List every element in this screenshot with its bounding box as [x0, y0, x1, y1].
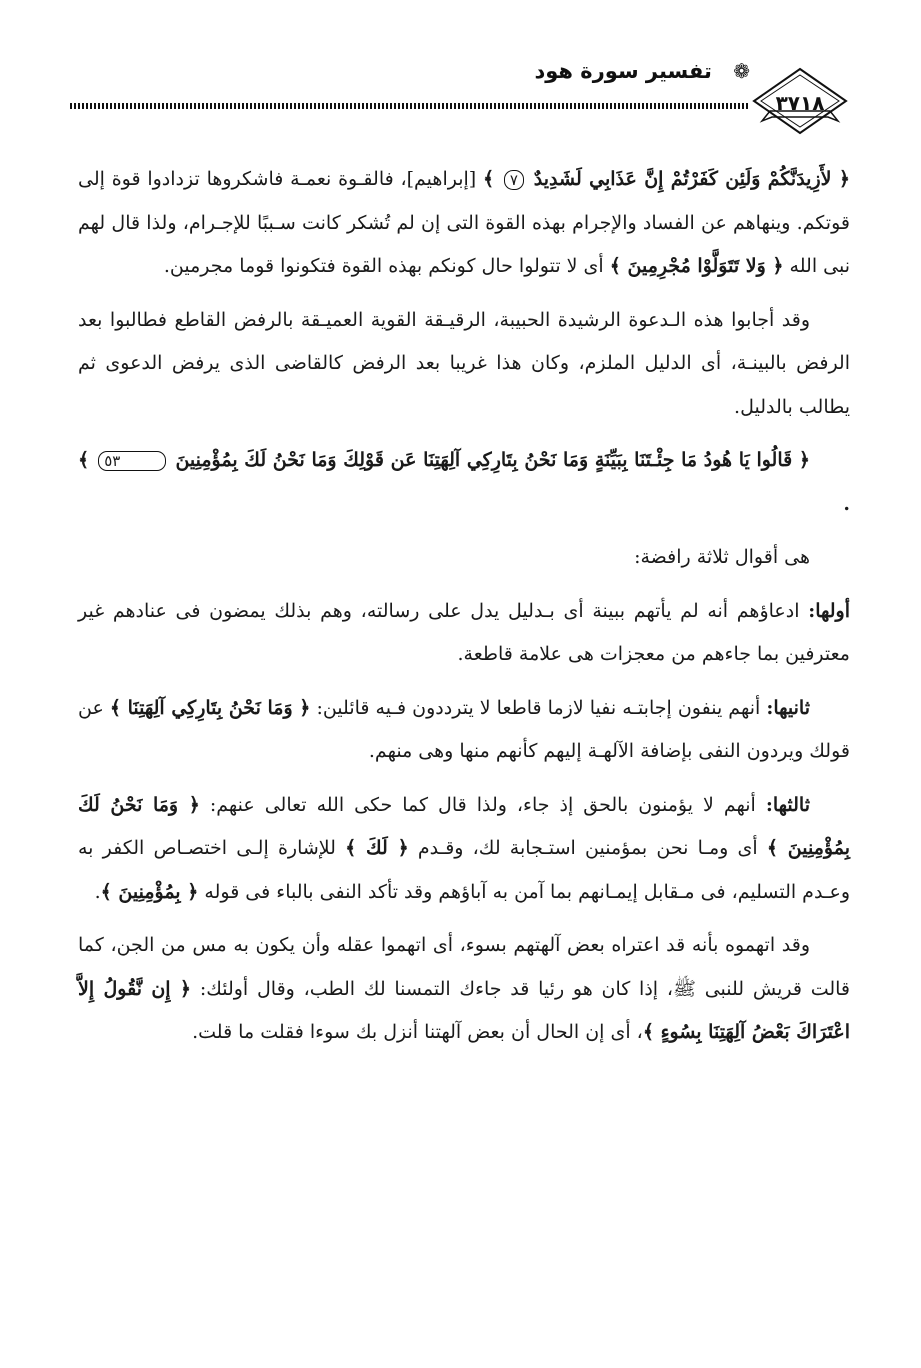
page-number: ٣٧١٨ — [775, 91, 825, 115]
item-label: أولها: — [808, 599, 850, 622]
running-title — [534, 59, 750, 83]
paragraph-3 — [78, 439, 850, 526]
quran-verse: ﴿ إِن نَّقُولُ إِلاَّ اعْتَرَاكَ بَعْضُ آلِهَتِنَا بِسُوءٍ ﴾ — [78, 977, 850, 1043]
quran-verse: ﴿ وَلا تَتَوَلَّوْا مُجْرِمِينَ ﴾ — [609, 255, 784, 277]
quran-verse: ﴿ لَكَ ﴾ — [345, 837, 409, 859]
ayah-number: ٥٣ — [98, 451, 166, 471]
paragraph-1 — [78, 158, 850, 289]
ayah-number: ٧ — [504, 170, 524, 190]
paragraph-2: وقد أجابوا هذه الـدعوة الرشيدة الحبيبة، الرقيـقة القوية العميـقة بالرفض القاطع فطالبوا بعد الرفض بالبينـة، أى الدليل الملزم، وكان هذا غريبا بعد الرفض كالقاضى الذى يرفض الدعوى ثم يطالب بالدليل. — [78, 308, 850, 418]
page-body — [78, 158, 850, 1065]
quran-verse: ﴿ وَمَا نَحْنُ لَكَ بِمُؤْمِنِينَ ﴾ — [78, 793, 850, 859]
paragraph-8 — [78, 924, 850, 1055]
paragraph-text: أنهم لا يؤمنون بالحق إذ جاء، ولذا قال كما حكى الله تعالى عنهم: — [199, 793, 766, 816]
paragraph-6 — [78, 687, 850, 774]
quran-verse: ﴿ بِمُؤْمِنِينَ ﴾ — [100, 880, 199, 903]
quran-bracket-close: ﴾ . — [78, 449, 850, 515]
paragraph-text: . — [94, 880, 101, 903]
page-number-badge — [750, 67, 850, 135]
item-label: ثانيها: — [766, 696, 810, 719]
header-rule — [70, 103, 750, 109]
paragraph-text: وقد اتهموه بأنه قد اعتراه بعض آلهتهم بسوء، أى اتهموا عقله وأن يكون به مس من الجن، كما قالت قريش للنبى ﷺ، إذا كان هو رئيا قد جاءك التمسنا لك الطب، وقال أولئك: — [78, 934, 851, 1000]
item-label: ثالثها: — [765, 793, 810, 816]
paragraph-text: [إبراهيم]، فالقـوة نعمـة فاشكروها تزدادوا قوة إلى قوتكم. وينهاهم عن الفساد والإجرام بهذه القوة التى إن لم تُشكر كانت سـببًا للإجـرام، ولذا قال لهم نبى الله — [78, 168, 850, 277]
quran-verse: ﴿ قَالُوا يَا هُودُ مَا جِئْـتَنَا بِبَيِّنَةٍ وَمَا نَحْنُ بِتَارِكِي آلِهَتِنَا عَن قَوْلِكَ وَمَا نَحْنُ لَكَ بِمُؤْمِنِينَ — [175, 449, 810, 471]
paragraph-7 — [78, 784, 850, 915]
paragraph-text: أى ومـا نحن بمؤمنين استـجابة لك، وقـدم — [408, 837, 767, 859]
quran-verse: ﴿ لأَزِيدَنَّكُمْ وَلَئِن كَفَرْتُمْ إِنَّ عَذَابِي لَشَدِيدٌ — [533, 168, 850, 190]
paragraph-text: أى لا تتولوا حال كونكم بهذه القوة فتكونوا قوما مجرمين. — [163, 255, 610, 277]
paragraph-text: ادعاؤهم أنه لم يأتهم ببينة أى بـدليل يدل على رسالته، وهم بذلك يمضون فى عنادهم غير معترفين بما جاءهم من معجزات هى علامة قاطعة. — [78, 599, 850, 665]
running-title-text: تفسير سورة هود — [534, 59, 712, 83]
paragraph-text: ، أى إن الحال أن بعض آلهتنا أنزل بك سوءا فقلت ما قلت. — [192, 1021, 643, 1043]
flower-ornament-icon: ❁ — [733, 59, 750, 83]
paragraph-text: أنهم ينفون إجابتـه نفيا لازما قاطعا لا يترددون فـيه قائلين: — [310, 696, 767, 719]
paragraph-4: هى أقوال ثلاثة رافضة: — [634, 546, 810, 568]
quran-verse: ﴿ وَمَا نَحْنُ بِتَارِكِي آلِهَتِنَا ﴾ — [109, 696, 311, 719]
paragraph-text: للإشارة إلـى اختصـاص الكفر به وعـدم التسليم، فى مـقابل إيمـانهم بما آمن به آباؤهم وقد تأكد النفى بالباء فى قوله — [78, 837, 850, 903]
paragraph-5 — [78, 590, 850, 677]
page-header — [70, 55, 850, 145]
quran-bracket-close: ﴾ — [482, 168, 495, 190]
paragraph-text: عن قولك ويردون النفى بإضافة الآلهـة إليهم كأنهم منها وهى منهم. — [78, 696, 850, 762]
